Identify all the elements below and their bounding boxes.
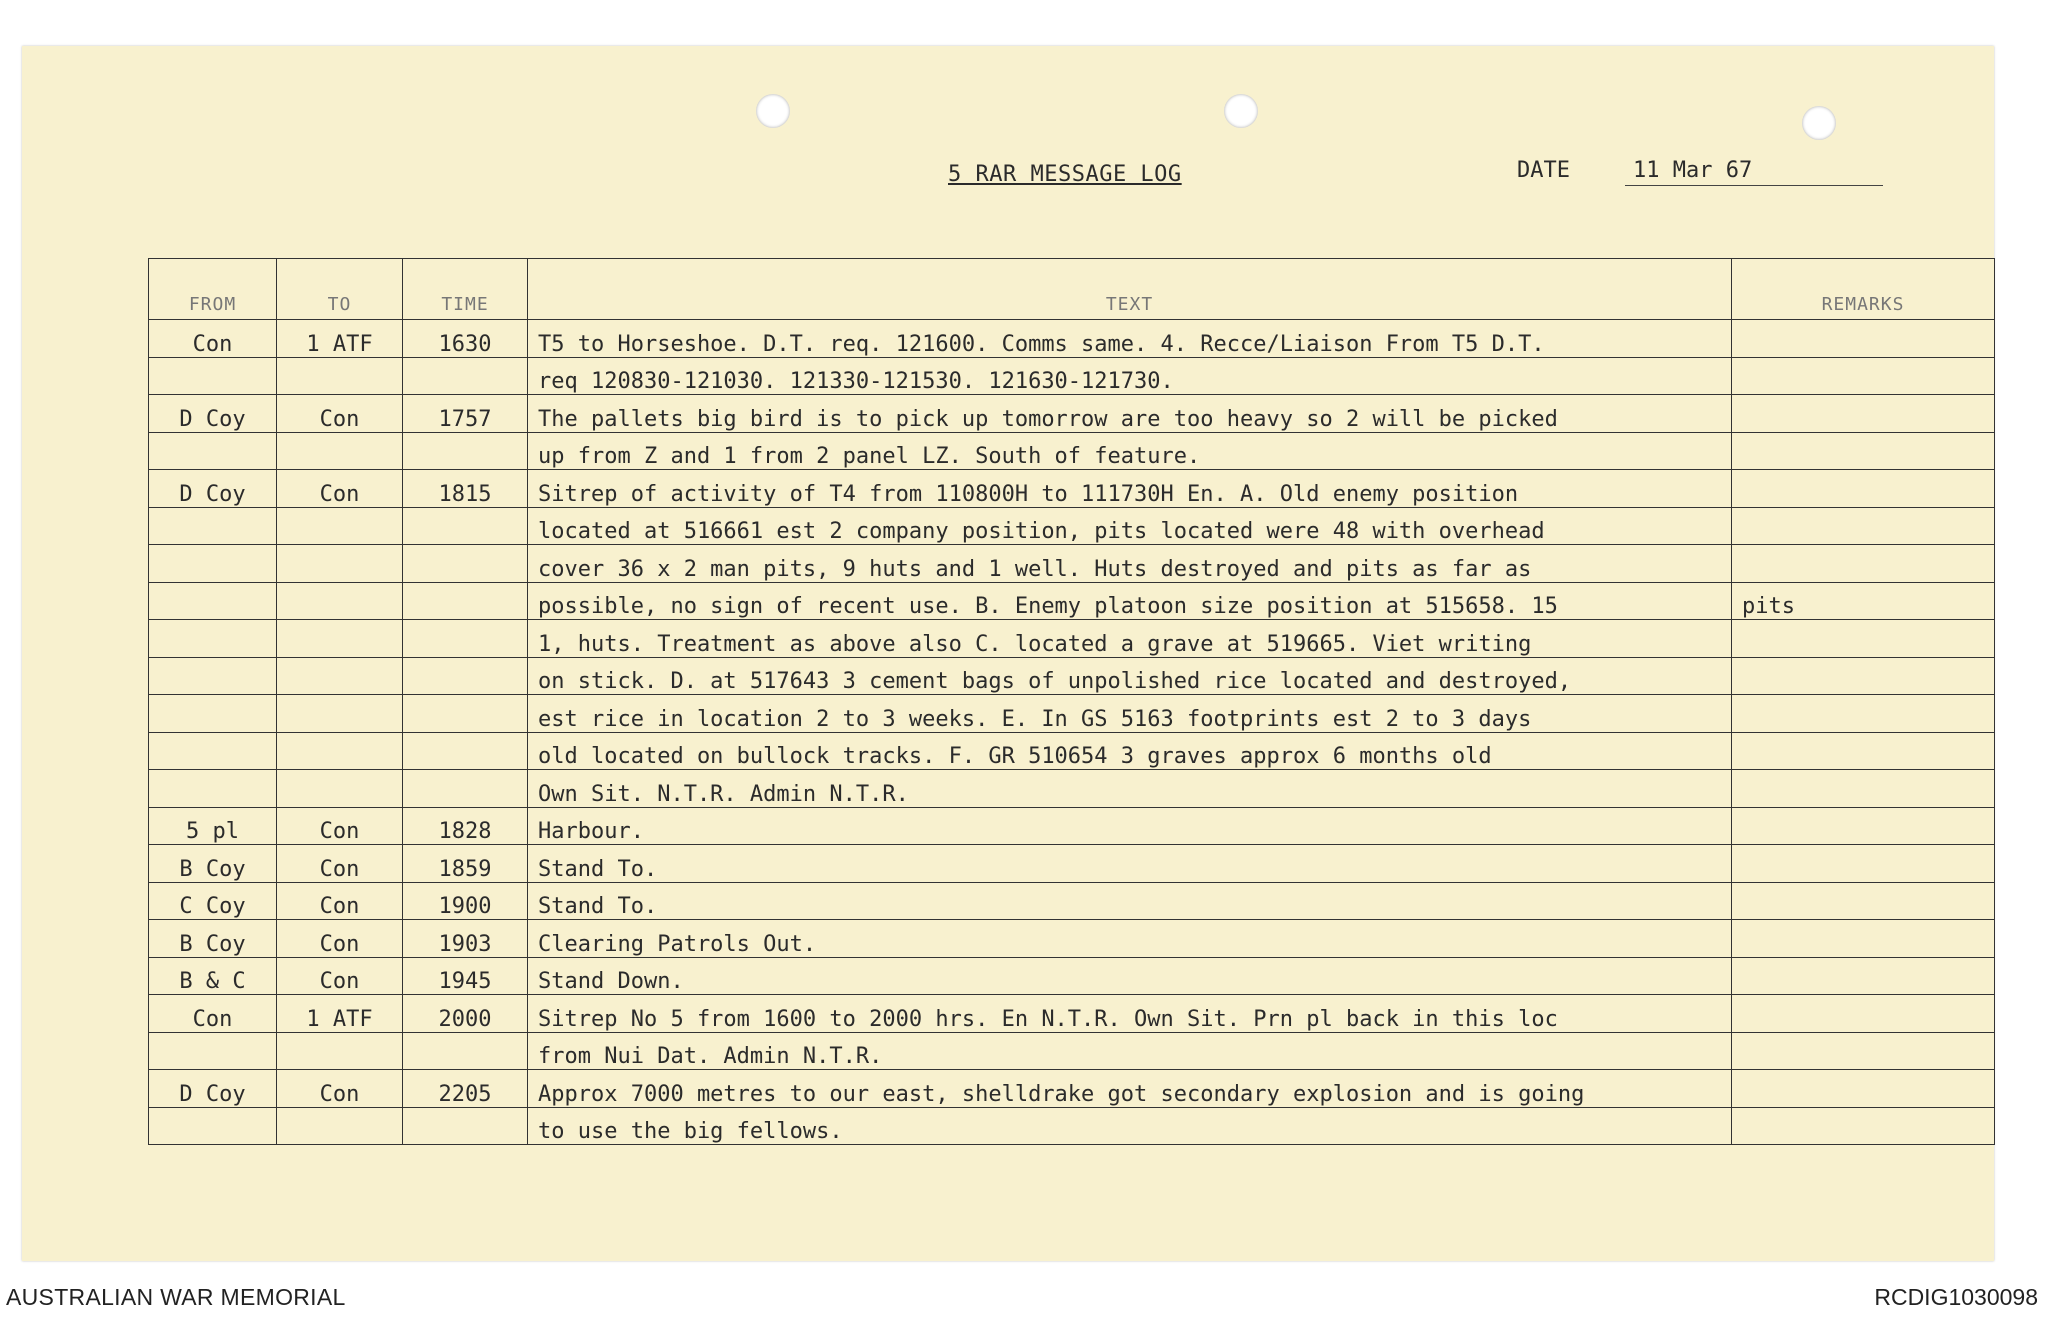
cell-to (277, 507, 403, 545)
cell-time (403, 582, 528, 620)
cell-remarks (1732, 1107, 1995, 1145)
cell-to: 1 ATF (277, 995, 403, 1033)
cell-text: old located on bullock tracks. F. GR 510654 3 graves approx 6 months old (528, 732, 1732, 770)
cell-remarks (1732, 1070, 1995, 1108)
cell-from (149, 1032, 277, 1070)
cell-to: Con (277, 957, 403, 995)
cell-remarks (1732, 320, 1995, 358)
source-credit: AUSTRALIAN WAR MEMORIAL (6, 1284, 346, 1310)
table-row (149, 1070, 1995, 1108)
cell-time: 1828 (403, 807, 528, 845)
table-row (149, 732, 1995, 770)
punch-hole (756, 94, 790, 128)
cell-to (277, 582, 403, 620)
cell-text: possible, no sign of recent use. B. Enemy platoon size position at 515658. 15 (528, 582, 1732, 620)
cell-to (277, 357, 403, 395)
cell-from: Con (149, 320, 277, 358)
cell-remarks: pits (1732, 582, 1995, 620)
column-header-from: FROM (149, 259, 277, 320)
cell-to (277, 732, 403, 770)
cell-text: req 120830-121030. 121330-121530. 121630-121730. (528, 357, 1732, 395)
cell-remarks (1732, 395, 1995, 433)
cell-time (403, 357, 528, 395)
cell-to (277, 770, 403, 808)
cell-remarks (1732, 882, 1995, 920)
cell-time: 1630 (403, 320, 528, 358)
cell-text: to use the big fellows. (528, 1107, 1732, 1145)
cell-time: 1859 (403, 845, 528, 883)
cell-text: Sitrep No 5 from 1600 to 2000 hrs. En N.T.R. Own Sit. Prn pl back in this loc (528, 995, 1732, 1033)
cell-text: from Nui Dat. Admin N.T.R. (528, 1032, 1732, 1070)
cell-from: D Coy (149, 470, 277, 508)
table-row (149, 582, 1995, 620)
cell-to (277, 1032, 403, 1070)
table-row (149, 1032, 1995, 1070)
cell-from (149, 732, 277, 770)
cell-time (403, 657, 528, 695)
cell-text: Stand To. (528, 845, 1732, 883)
cell-time: 1903 (403, 920, 528, 958)
cell-time: 1757 (403, 395, 528, 433)
cell-to (277, 1107, 403, 1145)
cell-remarks (1732, 995, 1995, 1033)
cell-time: 2000 (403, 995, 528, 1033)
cell-time: 2205 (403, 1070, 528, 1108)
cell-to: Con (277, 807, 403, 845)
cell-time (403, 507, 528, 545)
cell-to: Con (277, 395, 403, 433)
punch-hole (1224, 94, 1258, 128)
table-header-row (149, 259, 1995, 320)
cell-text: 1, huts. Treatment as above also C. located a grave at 519665. Viet writing (528, 620, 1732, 658)
table-row (149, 882, 1995, 920)
table-row (149, 357, 1995, 395)
cell-text: Clearing Patrols Out. (528, 920, 1732, 958)
cell-time (403, 732, 528, 770)
message-log-table (148, 258, 1995, 1145)
cell-remarks (1732, 432, 1995, 470)
cell-from (149, 507, 277, 545)
cell-time: 1945 (403, 957, 528, 995)
date-value: 11 Mar 67 (1625, 158, 1883, 186)
cell-remarks (1732, 695, 1995, 733)
cell-from: D Coy (149, 1070, 277, 1108)
cell-text: Stand To. (528, 882, 1732, 920)
table-row (149, 657, 1995, 695)
table-row (149, 432, 1995, 470)
cell-from: B & C (149, 957, 277, 995)
cell-time (403, 1107, 528, 1145)
cell-from (149, 657, 277, 695)
cell-from (149, 1107, 277, 1145)
cell-text: Stand Down. (528, 957, 1732, 995)
cell-remarks (1732, 470, 1995, 508)
cell-from: B Coy (149, 845, 277, 883)
column-header-time: TIME (403, 259, 528, 320)
cell-from (149, 432, 277, 470)
cell-time (403, 545, 528, 583)
cell-remarks (1732, 657, 1995, 695)
cell-remarks (1732, 545, 1995, 583)
table-row (149, 770, 1995, 808)
cell-remarks (1732, 770, 1995, 808)
cell-from: 5 pl (149, 807, 277, 845)
cell-remarks (1732, 807, 1995, 845)
table-row (149, 807, 1995, 845)
cell-to: 1 ATF (277, 320, 403, 358)
cell-text: est rice in location 2 to 3 weeks. E. In GS 5163 footprints est 2 to 3 days (528, 695, 1732, 733)
cell-to: Con (277, 470, 403, 508)
table-row (149, 957, 1995, 995)
cell-time (403, 695, 528, 733)
page-title: 5 RAR MESSAGE LOG (948, 162, 1182, 187)
cell-remarks (1732, 920, 1995, 958)
cell-text: The pallets big bird is to pick up tomorrow are too heavy so 2 will be picked (528, 395, 1732, 433)
table-row (149, 395, 1995, 433)
cell-from (149, 620, 277, 658)
table-row (149, 320, 1995, 358)
cell-time (403, 432, 528, 470)
table-row (149, 695, 1995, 733)
column-header-remarks: REMARKS (1732, 259, 1995, 320)
cell-from (149, 695, 277, 733)
cell-to (277, 545, 403, 583)
cell-remarks (1732, 620, 1995, 658)
cell-text: Approx 7000 metres to our east, shelldrake got secondary explosion and is going (528, 1070, 1732, 1108)
cell-from (149, 357, 277, 395)
column-header-to: TO (277, 259, 403, 320)
cell-to (277, 620, 403, 658)
cell-text: Harbour. (528, 807, 1732, 845)
table-row (149, 920, 1995, 958)
cell-time: 1815 (403, 470, 528, 508)
cell-text: Own Sit. N.T.R. Admin N.T.R. (528, 770, 1732, 808)
cell-text: up from Z and 1 from 2 panel LZ. South of feature. (528, 432, 1732, 470)
cell-remarks (1732, 732, 1995, 770)
cell-time (403, 1032, 528, 1070)
cell-time (403, 620, 528, 658)
cell-to: Con (277, 920, 403, 958)
cell-text: Sitrep of activity of T4 from 110800H to 111730H En. A. Old enemy position (528, 470, 1732, 508)
punch-hole (1802, 106, 1836, 140)
cell-to: Con (277, 1070, 403, 1108)
cell-remarks (1732, 845, 1995, 883)
cell-text: cover 36 x 2 man pits, 9 huts and 1 well. Huts destroyed and pits as far as (528, 545, 1732, 583)
cell-to (277, 695, 403, 733)
table-row (149, 470, 1995, 508)
cell-text: located at 516661 est 2 company position, pits located were 48 with overhead (528, 507, 1732, 545)
cell-to: Con (277, 845, 403, 883)
table-row (149, 507, 1995, 545)
table-row (149, 995, 1995, 1033)
cell-text: T5 to Horseshoe. D.T. req. 121600. Comms same. 4. Recce/Liaison From T5 D.T. (528, 320, 1732, 358)
cell-from: D Coy (149, 395, 277, 433)
cell-remarks (1732, 957, 1995, 995)
cell-from: C Coy (149, 882, 277, 920)
date-label: DATE (1517, 158, 1570, 183)
table-row (149, 620, 1995, 658)
table-body (149, 320, 1995, 1145)
cell-remarks (1732, 357, 1995, 395)
cell-time: 1900 (403, 882, 528, 920)
table-row (149, 545, 1995, 583)
cell-from (149, 545, 277, 583)
cell-from: B Coy (149, 920, 277, 958)
cell-remarks (1732, 1032, 1995, 1070)
column-header-text: TEXT (528, 259, 1732, 320)
cell-from (149, 582, 277, 620)
cell-to (277, 432, 403, 470)
cell-to (277, 657, 403, 695)
document-id: RCDIG1030098 (1874, 1284, 2038, 1310)
cell-time (403, 770, 528, 808)
cell-to: Con (277, 882, 403, 920)
table-row (149, 1107, 1995, 1145)
cell-from: Con (149, 995, 277, 1033)
cell-from (149, 770, 277, 808)
cell-remarks (1732, 507, 1995, 545)
cell-text: on stick. D. at 517643 3 cement bags of unpolished rice located and destroyed, (528, 657, 1732, 695)
table-row (149, 845, 1995, 883)
